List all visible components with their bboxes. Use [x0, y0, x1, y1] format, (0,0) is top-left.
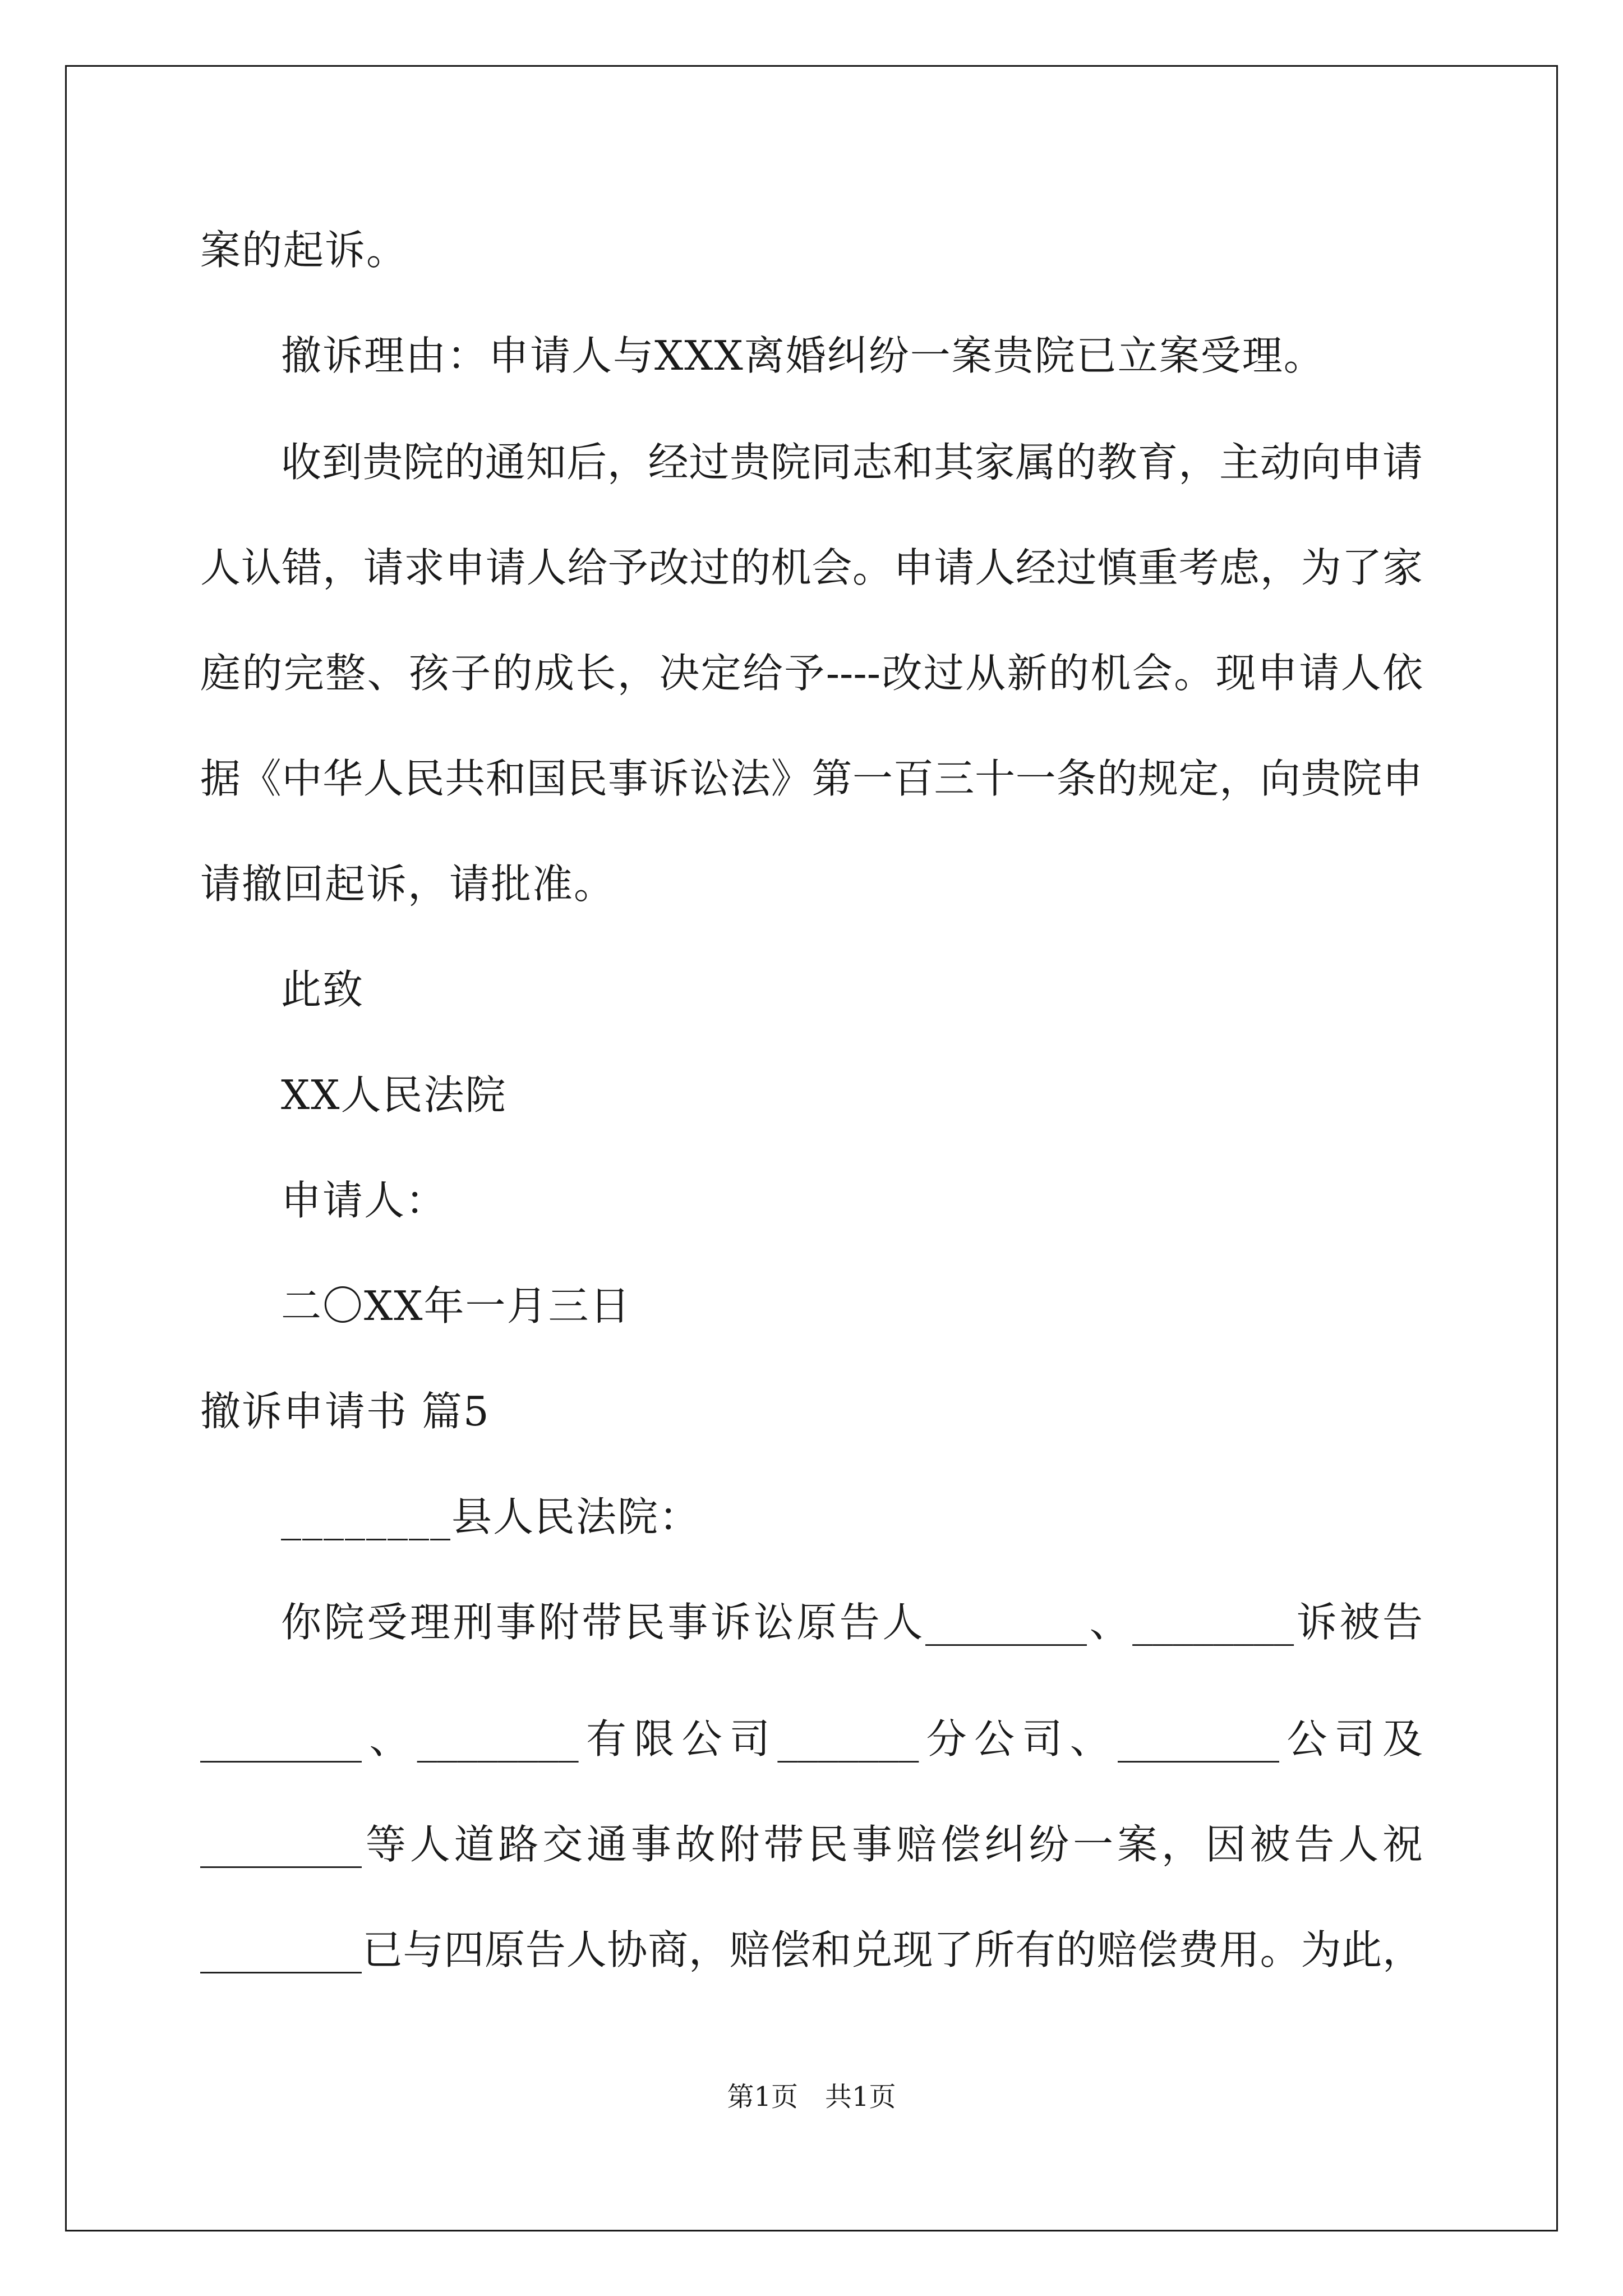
court-name: XX人民法院 [281, 1071, 507, 1119]
addressee-line: ________县人民法院： [281, 1493, 701, 1540]
section-heading: 撤诉申请书 篇5 [200, 1388, 490, 1435]
applicant-label: 申请人： [281, 1177, 448, 1224]
date-line: 二〇XX年一月三日 [281, 1282, 631, 1329]
page-footer: 第1页 共1页 [727, 2081, 896, 2113]
paragraph-line: 据《中华人民共和国民事诉讼法》第一百三十一条的规定，向贵院申 [200, 755, 1423, 802]
paragraph-line: 庭的完整、孩子的成长，决定给予----改过从新的机会。现申请人依 [200, 650, 1423, 697]
paragraph-line: 请撤回起诉，请批准。 [200, 861, 616, 908]
page-border [65, 65, 1558, 2231]
paragraph-line: 人认错，请求申请人给予改过的机会。申请人经过慎重考虑，为了家 [200, 544, 1423, 591]
paragraph-line: ________等人道路交通事故附带民事赔偿纠纷一案，因被告人祝 [200, 1821, 1423, 1868]
paragraph-line: ________已与四原告人协商，赔偿和兑现了所有的赔偿费用。为此， [200, 1926, 1423, 1973]
paragraph-line: 案的起诉。 [200, 227, 408, 274]
salutation: 此致 [281, 966, 365, 1013]
paragraph-line: ________、________有限公司_______分公司、________公司及 [200, 1715, 1423, 1763]
paragraph-line: 收到贵院的通知后，经过贵院同志和其家属的教育，主动向申请 [281, 439, 1423, 486]
paragraph-line: 撤诉理由：申请人与XXX离婚纠纷一案贵院已立案受理。 [281, 332, 1325, 379]
paragraph-line: 你院受理刑事附带民事诉讼原告人________、________诉被告 [281, 1599, 1423, 1646]
